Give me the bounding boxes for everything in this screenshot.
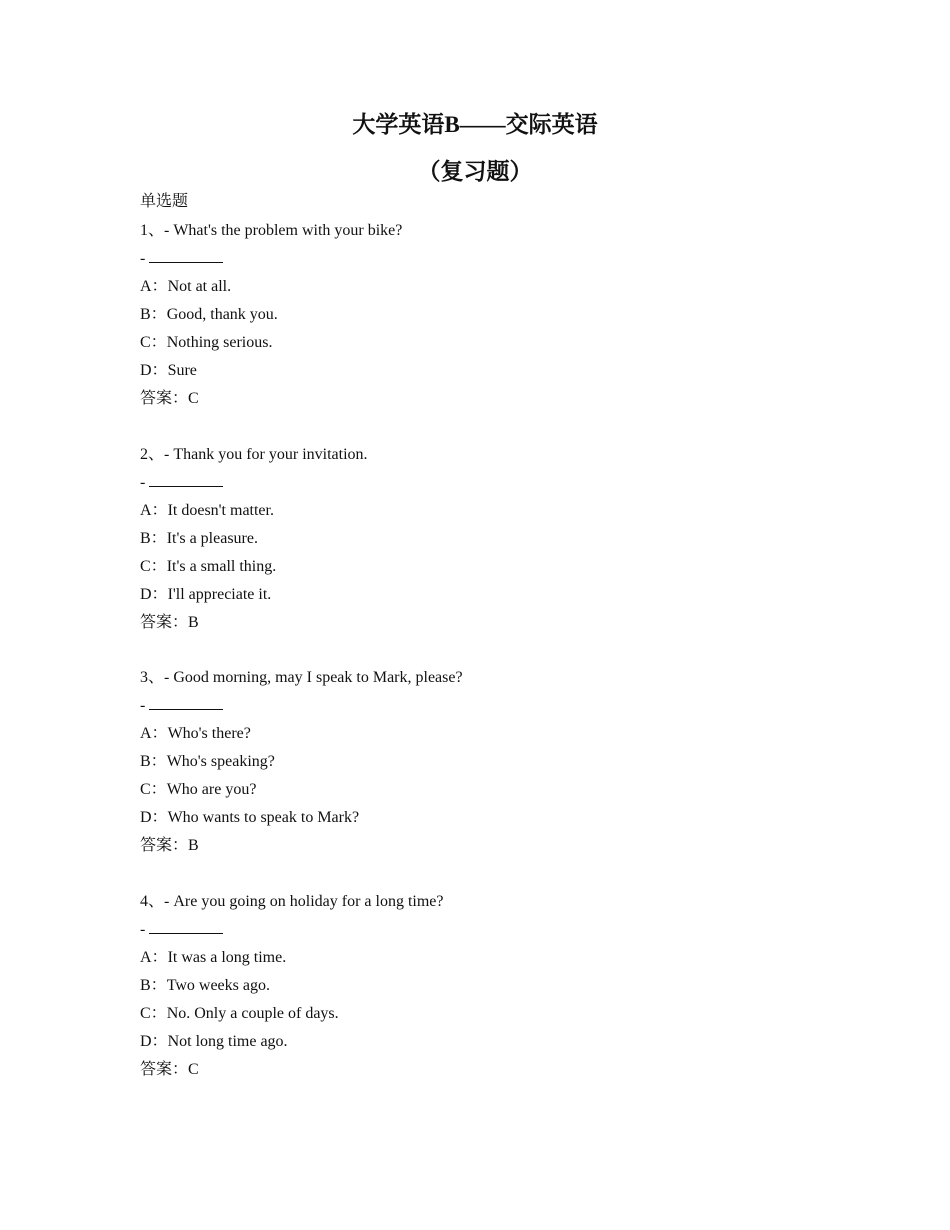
- option-b: [140, 301, 840, 329]
- option-key: A：: [140, 949, 168, 966]
- option-key: B：: [140, 306, 167, 323]
- option-text: No. Only a couple of days.: [166, 1005, 339, 1022]
- option-a: [140, 720, 840, 748]
- answer-blank-line: [140, 692, 840, 720]
- option-d: [140, 581, 840, 609]
- option-c: [140, 776, 840, 804]
- option-text: It's a pleasure.: [166, 530, 258, 547]
- option-a: [140, 497, 840, 525]
- option-a: [140, 944, 840, 972]
- answer-line: 答案：B: [140, 614, 199, 631]
- option-text: Nothing serious.: [166, 334, 273, 351]
- answer-blank-line: [140, 245, 840, 273]
- option-key: A：: [140, 502, 168, 519]
- option-d: [140, 1028, 840, 1056]
- answer-line: 答案：C: [140, 1061, 199, 1078]
- option-d: [140, 804, 840, 832]
- answer-blank-line: [140, 469, 840, 497]
- option-b: [140, 748, 840, 776]
- answer-blank: [149, 469, 223, 487]
- document-title: 大学英语B——交际英语: [352, 112, 598, 137]
- option-text: It's a small thing.: [166, 558, 277, 575]
- blank-dash: -: [140, 697, 146, 714]
- blank-dash: -: [140, 474, 146, 491]
- option-key: D：: [140, 586, 168, 603]
- question-prompt: 2、- Thank you for your invitation.: [140, 446, 368, 463]
- option-key: C：: [140, 1005, 167, 1022]
- answer-blank: [149, 692, 223, 710]
- blank-dash: -: [140, 921, 146, 938]
- option-key: B：: [140, 977, 167, 994]
- question-3: [140, 664, 840, 860]
- question-prompt: 3、- Good morning, may I speak to Mark, please?: [140, 669, 463, 686]
- answer-line: 答案：C: [140, 390, 199, 407]
- option-text: Who's speaking?: [166, 753, 275, 770]
- answer-line: 答案：B: [140, 837, 199, 854]
- question-2: [140, 441, 840, 637]
- option-text: I'll appreciate it.: [167, 586, 272, 603]
- option-c: [140, 553, 840, 581]
- answer-blank: [149, 245, 223, 263]
- question-prompt: 1、- What's the problem with your bike?: [140, 222, 403, 239]
- option-c: [140, 1000, 840, 1028]
- section-label: 单选题: [140, 193, 189, 210]
- question-1: [140, 217, 840, 413]
- option-text: Not at all.: [167, 278, 232, 295]
- option-b: [140, 525, 840, 553]
- option-text: Good, thank you.: [166, 306, 278, 323]
- option-d: [140, 357, 840, 385]
- option-key: D：: [140, 1033, 168, 1050]
- option-text: Sure: [167, 362, 197, 379]
- blank-dash: -: [140, 250, 146, 267]
- option-key: B：: [140, 753, 167, 770]
- option-b: [140, 972, 840, 1000]
- option-text: It was a long time.: [167, 949, 287, 966]
- question-4: [140, 888, 840, 1084]
- option-c: [140, 329, 840, 357]
- option-key: C：: [140, 781, 167, 798]
- option-key: B：: [140, 530, 167, 547]
- option-key: D：: [140, 809, 168, 826]
- option-key: C：: [140, 558, 167, 575]
- option-key: C：: [140, 334, 167, 351]
- option-text: Who are you?: [166, 781, 257, 798]
- answer-blank-line: [140, 916, 840, 944]
- option-key: A：: [140, 725, 168, 742]
- option-text: It doesn't matter.: [167, 502, 274, 519]
- answer-blank: [149, 916, 223, 934]
- option-text: Not long time ago.: [167, 1033, 288, 1050]
- document-subtitle: （复习题）: [417, 159, 533, 184]
- option-text: Who wants to speak to Mark?: [167, 809, 360, 826]
- option-key: D：: [140, 362, 168, 379]
- question-prompt: 4、- Are you going on holiday for a long time?: [140, 893, 444, 910]
- option-a: [140, 273, 840, 301]
- option-text: Two weeks ago.: [166, 977, 270, 994]
- option-text: Who's there?: [167, 725, 251, 742]
- option-key: A：: [140, 278, 168, 295]
